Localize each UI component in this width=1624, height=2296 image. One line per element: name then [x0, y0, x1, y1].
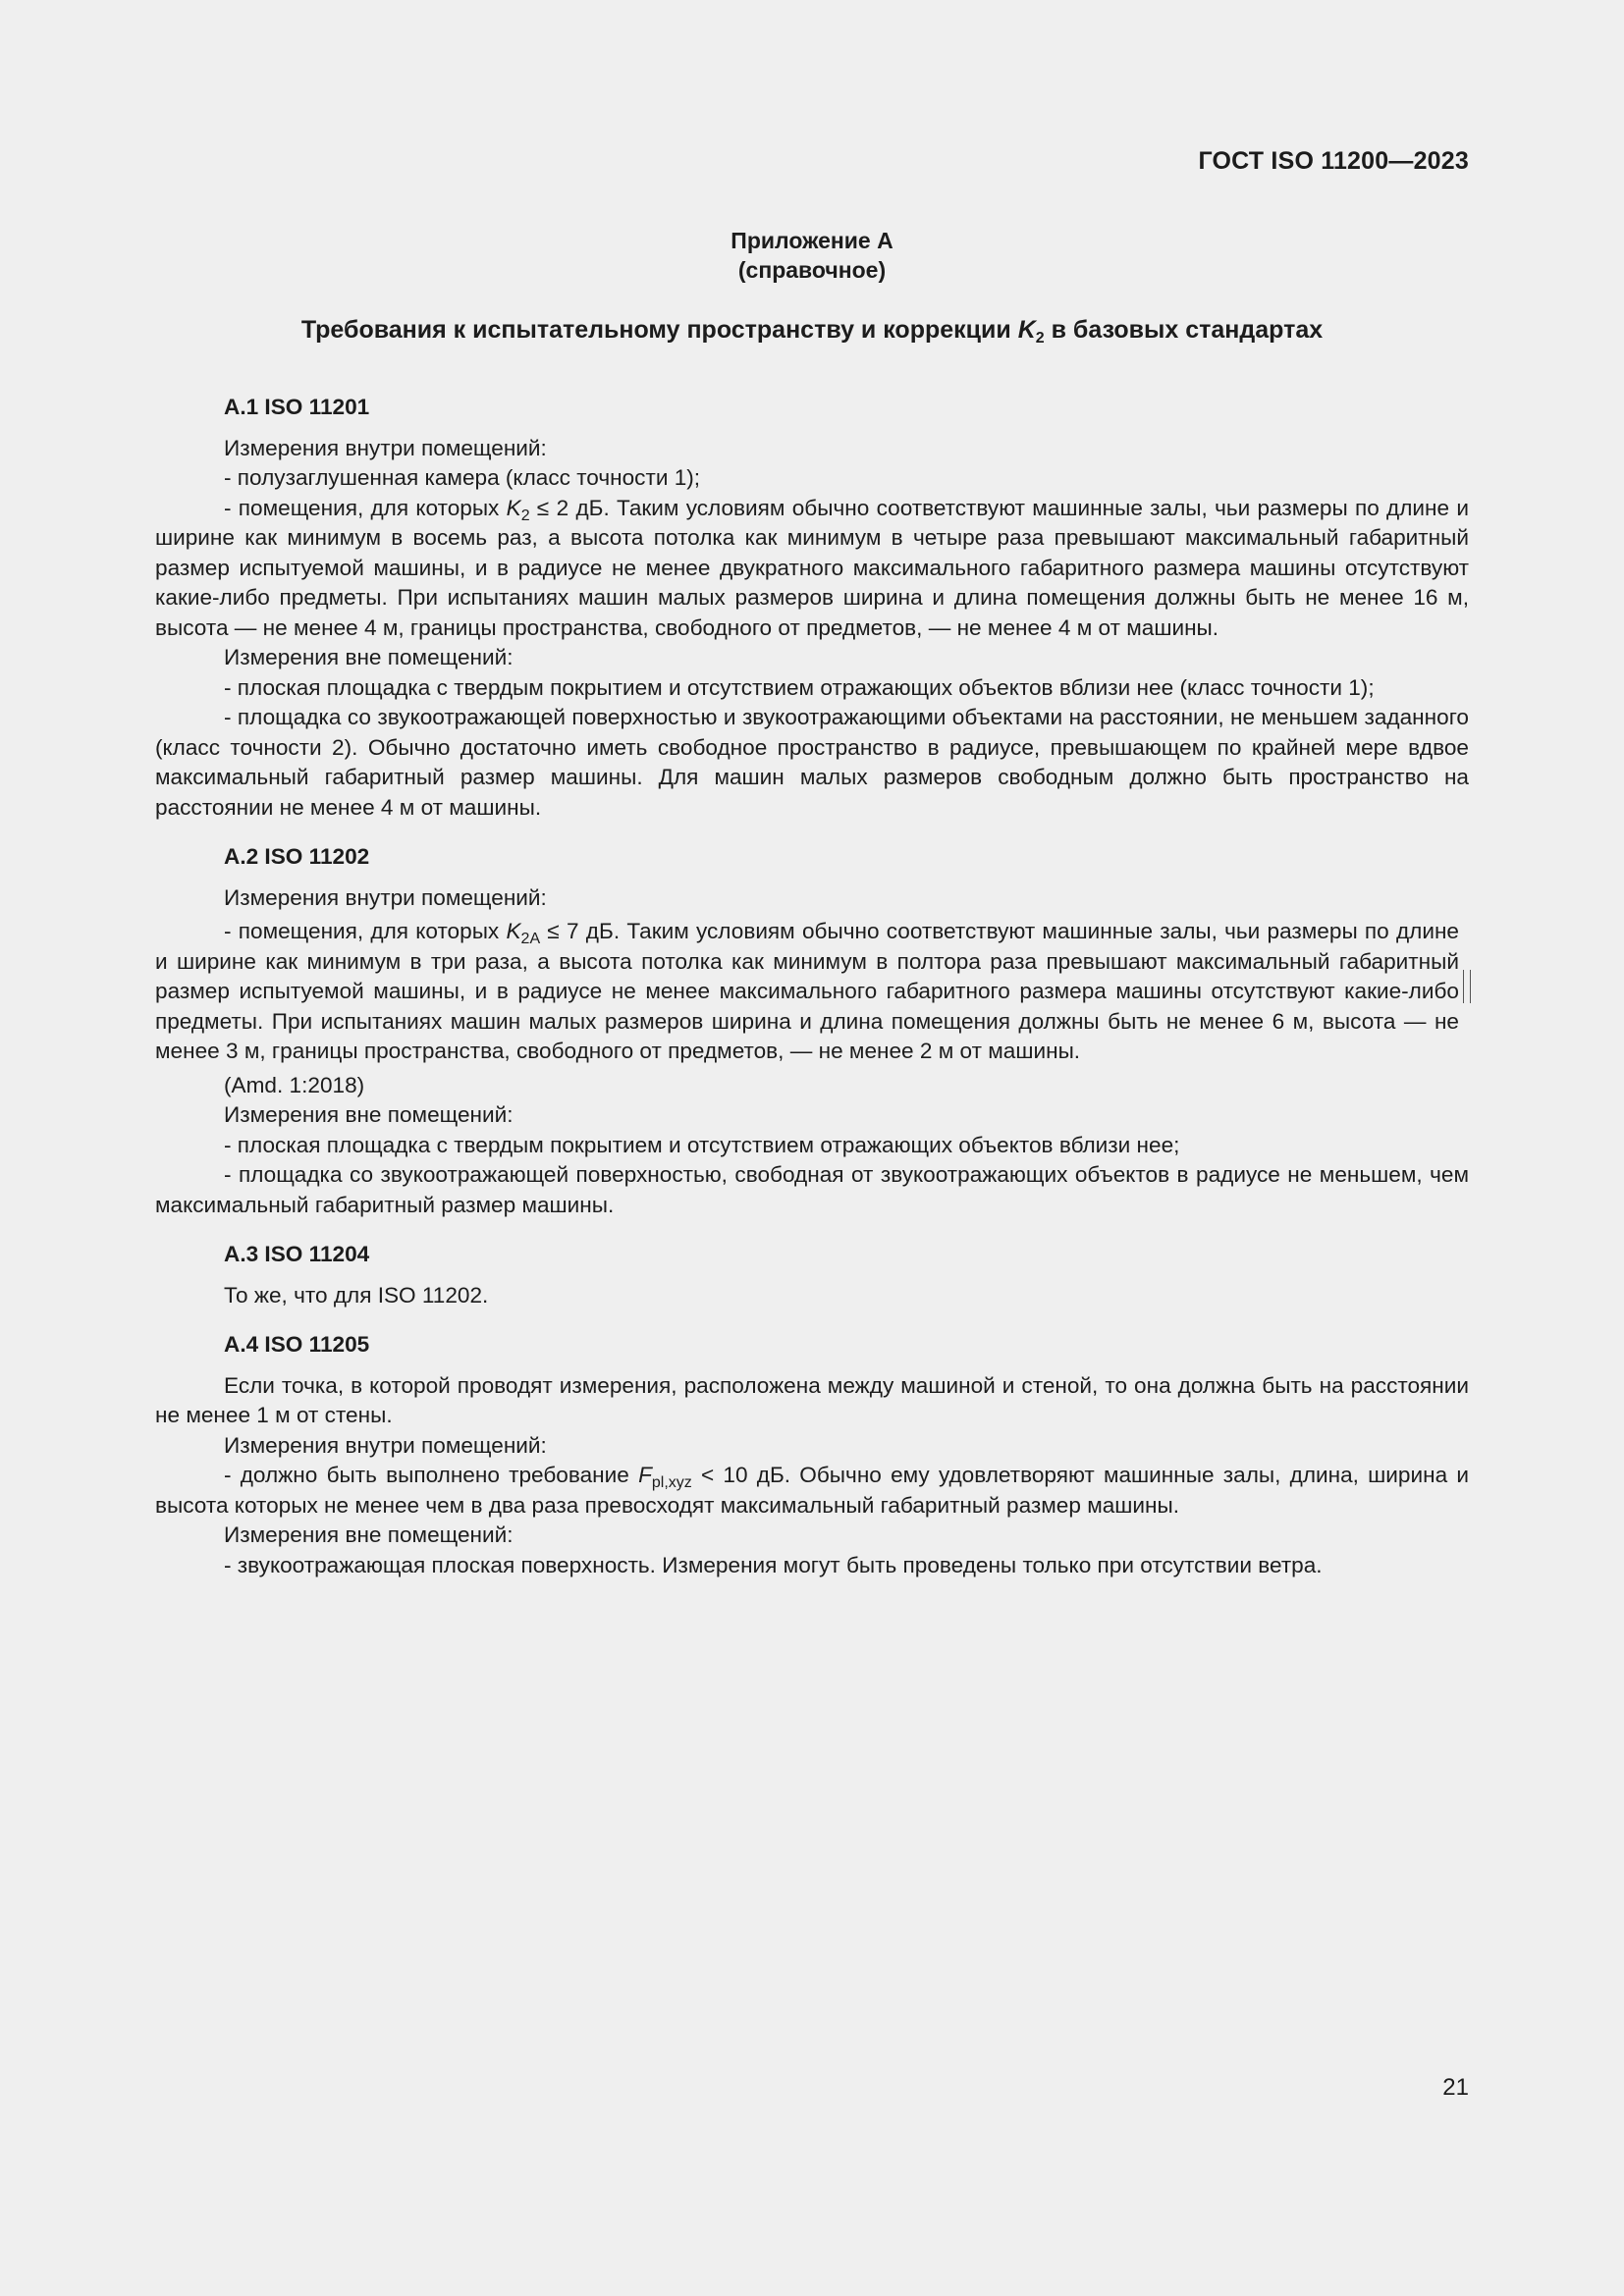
paragraph: То же, что для ISO 11202.	[224, 1282, 489, 1308]
section-a1	[155, 393, 1469, 823]
outdoor-label: Измерения вне помещений:	[224, 1102, 514, 1127]
list-item: - плоская площадка с твердым покрытием и отсутствием отражающих объектов вблизи нее (класс точности 1);	[224, 674, 1375, 700]
change-bar-marker	[1463, 970, 1471, 1003]
list-item: - звукоотражающая плоская поверхность. Измерения могут быть проведены только при отсутствии ветра.	[224, 1552, 1323, 1577]
title-text-after: в базовых стандартах	[1044, 316, 1324, 344]
indoor-label: Измерения внутри помещений:	[224, 884, 547, 910]
title-text-before: Требования к испытательному пространству и коррекции	[300, 316, 1018, 344]
section-a4	[155, 1330, 1469, 1580]
annex-heading	[0, 226, 1624, 285]
amendment-note: (Amd. 1:2018)	[224, 1072, 365, 1097]
outdoor-label: Измерения вне помещений:	[224, 645, 514, 669]
document-body	[155, 393, 1469, 1600]
list-item: - плоская площадка с твердым покрытием и отсутствием отражающих объектов вблизи нее;	[224, 1132, 1180, 1157]
title-subscript: 2	[1035, 330, 1045, 347]
indoor-label: Измерения внутри помещений:	[224, 1432, 547, 1458]
paragraph: Если точка, в которой проводят измерения, расположена между машиной и стеной, то она должна быть на расстоянии не менее 1 м от стены.	[155, 1372, 1469, 1427]
section-heading: А.3 ISO 11204	[224, 1242, 370, 1266]
page-title	[0, 316, 1624, 345]
annex-title: Приложение А	[731, 228, 893, 253]
list-item: - помещения, для которых $K_{2A} \le 7$ дБ. Таким условиям обычно соответствуют машинные залы, чьи размеры по длине и ширине как минимум в три раза, а высота потолка как минимум в полтора раза превышают максимальный габаритный размер испытуемой машины, и в радиусе не менее максимального габаритного размера машины отсутствуют какие-либо предметы. При испытаниях машин малых размеров ширина и длина помещения должны быть не менее 6 м, высота — не менее 3 м, границы пространства, свободного от предметов, — не менее 2 м от машины.	[155, 919, 1459, 1063]
indoor-label: Измерения внутри помещений:	[224, 435, 547, 460]
section-heading: А.1 ISO 11201	[224, 395, 370, 419]
section-heading: А.2 ISO 11202	[224, 844, 370, 869]
section-a2	[155, 842, 1469, 1220]
page-number: 21	[1442, 2074, 1469, 2101]
list-item: - полузаглушенная камера (класс точности 1);	[224, 465, 701, 490]
list-item: - помещения, для которых $K_2 \le 2$ дБ. Таким условиям обычно соответствуют машинные залы, чьи размеры по длине и ширине как минимум в восемь раз, а высота потолка как минимум в четыре раза превышают максимальный габаритный размер испытуемой машины, и в радиусе не менее двукратного максимального габаритного размера машины отсутствуют какие-либо предметы. При испытаниях машин малых размеров ширина и длина помещения должны быть не менее 16 м, высота — не менее 4 м, границы пространства, свободного от предметов, — не менее 4 м от машины.	[155, 495, 1469, 640]
title-symbol: K	[1017, 316, 1036, 344]
list-item: - должно быть выполнено требование $F_{pl,xyz} < 10$ дБ. Обычно ему удовлетворяют машинные залы, длина, ширина и высота которых не менее чем в два раза превосходят максимальный габаритный размер машины.	[155, 1463, 1469, 1518]
list-item: - площадка со звукоотражающей поверхностью и звукоотражающими объектами на расстоянии, не меньшем заданного (класс точности 2). Обычно достаточно иметь свободное пространство в радиусе, превышающем по крайней мере вдвое максимальный габаритный размер машины. Для машин малых размеров свободным должно быть пространство на расстоянии не менее 4 м от машины.	[155, 705, 1469, 820]
section-a3	[155, 1240, 1469, 1310]
annex-subtitle: (справочное)	[737, 257, 887, 283]
section-heading: А.4 ISO 11205	[224, 1332, 370, 1357]
list-item: - площадка со звукоотражающей поверхностью, свободная от звукоотражающих объектов в радиусе не меньшем, чем максимальный габаритный размер машины.	[155, 1162, 1469, 1217]
symbol: F	[638, 1463, 652, 1487]
outdoor-label: Измерения вне помещений:	[224, 1522, 514, 1547]
symbol: K	[506, 495, 521, 520]
document-code: ГОСТ ISO 11200—2023	[1198, 147, 1469, 175]
symbol: K	[506, 919, 521, 943]
